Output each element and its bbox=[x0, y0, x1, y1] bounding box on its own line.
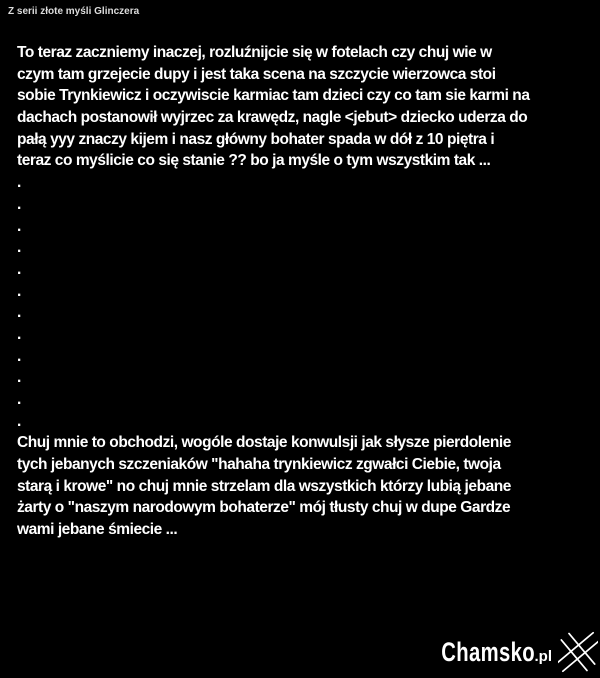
brand-wordmark bbox=[410, 637, 552, 668]
text-line: . bbox=[17, 304, 21, 322]
text-line: tych jebanych szczeniaków "hahaha trynkiewicz zgwałci Ciebie, twoja bbox=[17, 456, 501, 474]
text-line: . bbox=[17, 239, 21, 257]
text-line: wami jebane śmiecie ... bbox=[17, 521, 178, 539]
text-line: . bbox=[17, 325, 21, 343]
text-line: . bbox=[17, 217, 21, 235]
text-line: czym tam grzejecie dupy i jest taka scena na szczycie wierzowca stoi bbox=[17, 65, 496, 83]
rotated-hash-icon bbox=[558, 626, 598, 678]
text-line: dachach postanowił wyjrzec za krawędz, nagle <jebut> dziecko uderza do bbox=[17, 109, 528, 127]
text-line: pałą yyy znaczy kijem i nasz główny bohater spada w dół z 10 piętra i bbox=[17, 130, 495, 148]
text-line: . bbox=[17, 282, 21, 300]
text-line: . bbox=[17, 369, 21, 387]
brand-tld: .pl bbox=[534, 647, 552, 665]
text-line: . bbox=[17, 174, 21, 192]
text-line: To teraz zaczniemy inaczej, rozluźnijcie się w fotelach czy chuj wie w bbox=[17, 44, 492, 61]
text-line: . bbox=[17, 391, 21, 408]
text-line: . bbox=[17, 260, 21, 278]
text-line: Chuj mnie to obchodzi, wogóle dostaje konwulsji jak słysze pierdolenie bbox=[17, 434, 511, 452]
text-line: sobie Trynkiewicz i oczywiscie karmiac tam dzieci czy co tam sie karmi na bbox=[17, 87, 530, 105]
paragraph-bottom bbox=[17, 432, 589, 540]
text-line: starą i krowe" no chuj mnie strzelam dla wszystkich którzy lubią jebane bbox=[17, 477, 511, 495]
text-line: . bbox=[17, 195, 21, 213]
series-label: Z serii złote myśli Glinczera bbox=[8, 6, 140, 17]
text-line: żarty o "naszym narodowym bohaterze" mój tłusty chuj w dupe Gardze bbox=[17, 499, 511, 517]
story-text bbox=[17, 42, 589, 541]
text-line: . bbox=[17, 347, 21, 365]
paragraph-top bbox=[17, 42, 589, 172]
text-line: . bbox=[17, 412, 21, 430]
brand-name: Chamsko bbox=[441, 636, 536, 667]
watermark bbox=[410, 626, 598, 678]
ellipsis-lines bbox=[17, 172, 589, 432]
text-line: teraz co myślicie co się stanie ?? bo ja myśle o tym wszystkim tak ... bbox=[17, 152, 491, 170]
